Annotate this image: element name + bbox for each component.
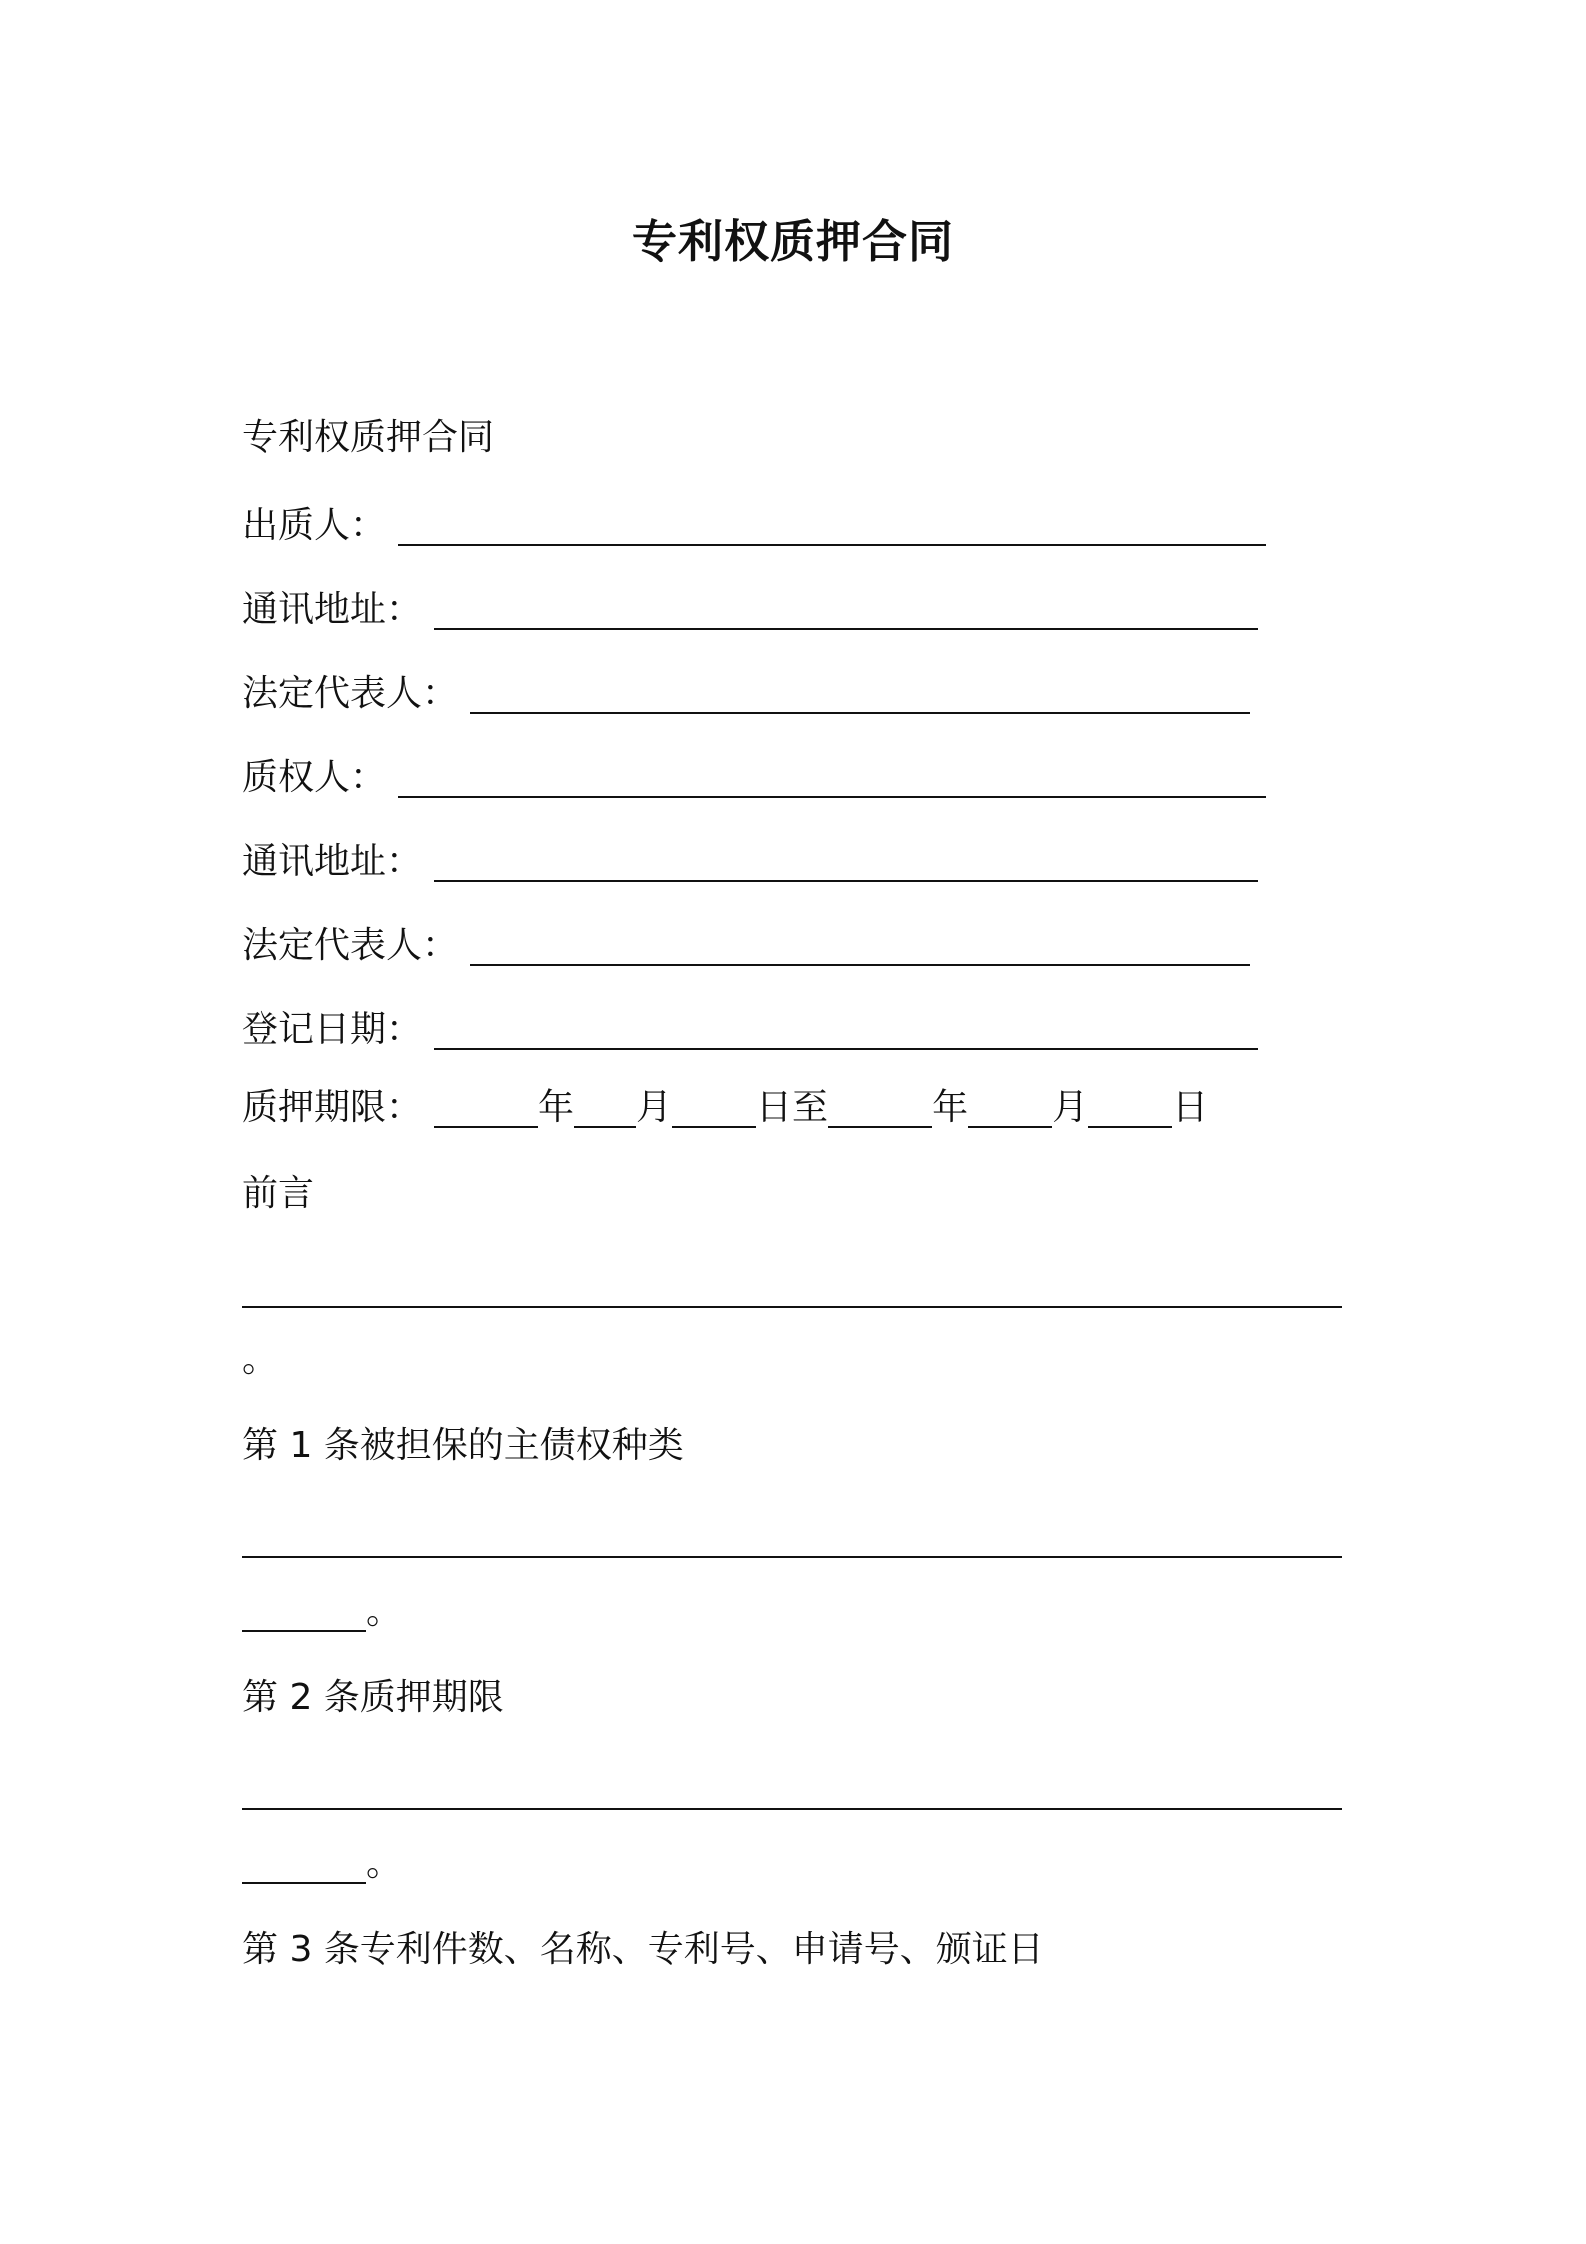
pledgee-blank[interactable] [398, 760, 1266, 798]
pledgee-rep-blank[interactable] [470, 928, 1250, 966]
start-day-to-label: 日至 [756, 1087, 829, 1128]
pledgee-field [242, 754, 1266, 802]
article-1-heading: 第 1 条被担保的主债权种类 [242, 1425, 684, 1466]
preface-blank[interactable] [242, 1306, 1342, 1308]
end-year-blank[interactable] [828, 1090, 932, 1128]
preface-heading: 前言 [242, 1173, 315, 1214]
article-2-continuation [242, 1840, 402, 1888]
pledgee-rep-field [242, 922, 1250, 970]
registration-date-field [242, 1006, 1258, 1054]
start-year-blank[interactable] [434, 1090, 538, 1128]
pledgor-address-field [242, 586, 1258, 634]
article-1-blank-line[interactable] [242, 1556, 1342, 1558]
document-subtitle: 专利权质押合同 [242, 417, 495, 458]
article-1-blank-end[interactable] [242, 1594, 366, 1632]
end-day-label: 日 [1172, 1087, 1209, 1128]
pledge-term-field [242, 1084, 1208, 1132]
pledgor-address-label: 通讯地址： [242, 589, 423, 630]
end-month-label: 月 [1052, 1087, 1089, 1128]
pledgee-address-field [242, 838, 1258, 886]
article-2-blank-line[interactable] [242, 1808, 1342, 1810]
end-year-label: 年 [932, 1087, 969, 1128]
pledgee-address-label: 通讯地址： [242, 841, 423, 882]
pledgor-label: 出质人： [242, 505, 387, 546]
start-year-label: 年 [538, 1087, 575, 1128]
pledgee-address-blank[interactable] [434, 844, 1258, 882]
start-day-blank[interactable] [672, 1090, 756, 1128]
start-month-blank[interactable] [574, 1090, 636, 1128]
article-1-end-mark: 。 [366, 1591, 403, 1632]
pledgee-label: 质权人： [242, 757, 387, 798]
article-2-end-mark: 。 [366, 1843, 403, 1884]
registration-date-blank[interactable] [434, 1012, 1258, 1050]
document-title: 专利权质押合同 [631, 215, 954, 268]
article-3-heading: 第 3 条专利件数、名称、专利号、申请号、颁证日 [242, 1929, 1044, 1970]
pledgor-field [242, 502, 1266, 550]
pledge-term-label: 质押期限： [242, 1087, 423, 1128]
end-month-blank[interactable] [968, 1090, 1052, 1128]
pledgor-rep-blank[interactable] [470, 676, 1250, 714]
start-month-label: 月 [636, 1087, 673, 1128]
preface-end-mark: 。 [242, 1339, 279, 1380]
article-1-continuation [242, 1588, 402, 1636]
article-2-heading: 第 2 条质押期限 [242, 1677, 504, 1718]
article-2-blank-end[interactable] [242, 1846, 366, 1884]
registration-date-label: 登记日期： [242, 1009, 423, 1050]
pledgee-rep-label: 法定代表人： [242, 925, 459, 966]
pledgor-rep-field [242, 670, 1250, 718]
end-day-blank[interactable] [1088, 1090, 1172, 1128]
pledgor-blank[interactable] [398, 508, 1266, 546]
pledgor-rep-label: 法定代表人： [242, 673, 459, 714]
pledgor-address-blank[interactable] [434, 592, 1258, 630]
